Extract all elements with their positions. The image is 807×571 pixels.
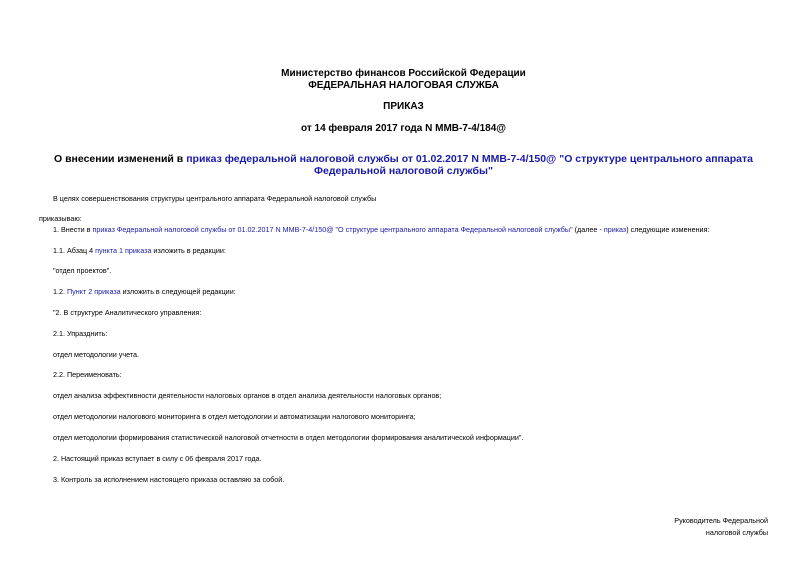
signature-line-1: Руководитель Федеральной xyxy=(674,516,768,525)
rename-line-1: отдел анализа эффективности деятельности налоговых органов в отдел анализа деятельности налоговых органов; xyxy=(53,391,442,400)
item-1-text: 1. Внести в xyxy=(53,225,93,234)
item-1-order-link[interactable]: приказ Федеральной налоговой службы от 01.02.2017 N ММВ-7-4/150@ "О структуре центрального аппарата Федеральной налоговой службы" xyxy=(92,225,573,234)
item-1-mid: (далее - xyxy=(572,225,604,234)
ministry-heading: Министерство финансов Российской Федерации xyxy=(281,68,526,79)
item-1-1 xyxy=(53,246,226,255)
item-1-2-text: 1.2. xyxy=(53,287,67,296)
rename-line-2: отдел методологии налогового мониторинга в отдел методологии и автоматизации налогового мониторинга; xyxy=(53,412,416,421)
item-1-2 xyxy=(53,287,236,296)
item-1-2-end: изложить в следующей редакции: xyxy=(120,287,236,296)
item-1-2-link[interactable]: Пункт 2 приказа xyxy=(67,287,121,296)
item-1-1-link[interactable]: пункта 1 приказа xyxy=(95,246,152,255)
document-title xyxy=(40,153,767,177)
abolish-line: отдел методологии учета. xyxy=(53,350,140,359)
item-1-1-text: 1.1. Абзац 4 xyxy=(53,246,96,255)
item-2: 2. Настоящий приказ вступает в силу с 06 февраля 2017 года. xyxy=(53,454,262,463)
quote-structure: "2. В структуре Аналитического управления: xyxy=(53,308,202,317)
item-1 xyxy=(53,225,709,234)
item-1-order-short-link[interactable]: приказ xyxy=(603,225,627,234)
intro-paragraph: В целях совершенствования структуры центрального аппарата Федеральной налоговой службы xyxy=(53,194,377,203)
title-prefix: О внесении изменений в xyxy=(54,153,187,165)
doc-type-heading: ПРИКАЗ xyxy=(383,101,424,112)
item-1-1-end: изложить в редакции: xyxy=(151,246,226,255)
service-heading: ФЕДЕРАЛЬНАЯ НАЛОГОВАЯ СЛУЖБА xyxy=(308,80,499,91)
item-2-1: 2.1. Упразднить: xyxy=(53,329,108,338)
rename-line-3: отдел методологии формирования статистической налоговой отчетности в отдел методологии формирования аналитической информации". xyxy=(53,433,524,442)
signature-line-2: налоговой службы xyxy=(705,528,768,537)
order-word: приказываю: xyxy=(39,214,82,223)
item-1-end: ) следующие изменения: xyxy=(626,225,710,234)
quote-projects: "отдел проектов". xyxy=(53,266,112,275)
title-order-link[interactable]: приказ федеральной налоговой службы от 01.02.2017 N ММВ-7-4/150@ "О структуре центрального аппарата Федеральной налоговой службы" xyxy=(186,153,753,177)
doc-date-number: от 14 февраля 2017 года N ММВ-7-4/184@ xyxy=(301,123,506,134)
item-3: 3. Контроль за исполнением настоящего приказа оставляю за собой. xyxy=(53,475,285,484)
item-2-2: 2.2. Переименовать: xyxy=(53,370,122,379)
